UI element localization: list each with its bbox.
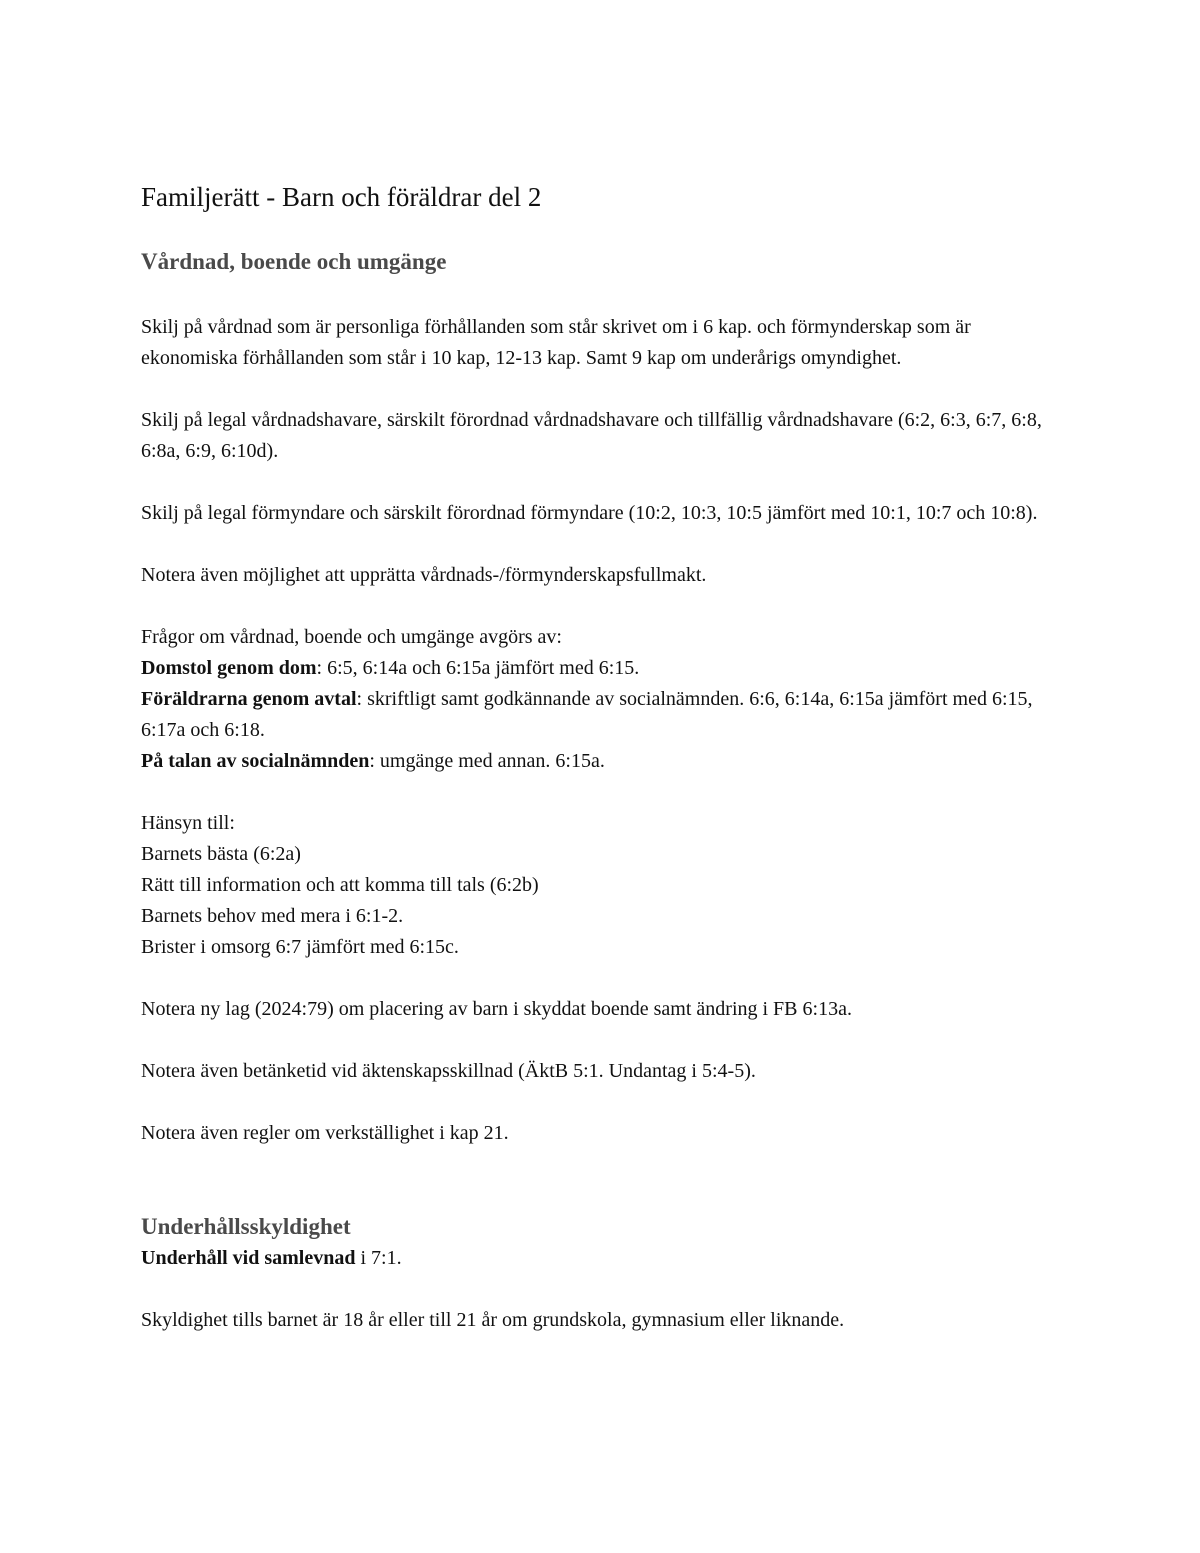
paragraph-custody-guardianship: Skilj på vårdnad som är personliga förhållanden som står skrivet om i 6 kap. och förmynderskap som är ekonomiska förhållanden som står i 10 kap, 12-13 kap. Samt 9 kap om underårigs omyndighet.	[141, 316, 971, 369]
regard-item: Barnets bästa (6:2a)	[141, 843, 301, 865]
decided-item-text: : umgänge med annan. 6:15a.	[369, 750, 605, 772]
support-bold: Underhåll vid samlevnad	[141, 1247, 356, 1269]
decided-item-bold: Föräldrarna genom avtal	[141, 688, 357, 710]
paragraph-new-law: Notera ny lag (2024:79) om placering av barn i skyddat boende samt ändring i FB 6:13a.	[141, 998, 852, 1020]
paragraph-custodians: Skilj på legal vårdnadshavare, särskilt förordnad vårdnadshavare och tillfällig vårdnadshavare (6:2, 6:3, 6:7, 6:8, 6:8a, 6:9, 6:10d).	[141, 409, 1042, 462]
regard-item: Rätt till information och att komma till tals (6:2b)	[141, 874, 539, 896]
support-line	[141, 1243, 1071, 1274]
regard-item: Brister i omsorg 6:7 jämfört med 6:15c.	[141, 936, 459, 958]
paragraph-power-of-attorney: Notera även möjlighet att upprätta vårdnads-/förmynderskapsfullmakt.	[141, 564, 707, 586]
decided-item-bold: Domstol genom dom	[141, 657, 317, 679]
decided-item	[141, 746, 1071, 777]
paragraph-reflection-period: Notera även betänketid vid äktenskapsskillnad (ÄktB 5:1. Undantag i 5:4-5).	[141, 1060, 756, 1082]
section-heading-support: Underhållsskyldighet	[141, 1214, 351, 1239]
paragraph-guardians: Skilj på legal förmyndare och särskilt förordnad förmyndare (10:2, 10:3, 10:5 jämfört med 10:1, 10:7 och 10:8).	[141, 502, 1038, 524]
decided-item-bold: På talan av socialnämnden	[141, 750, 370, 772]
decided-intro: Frågor om vårdnad, boende och umgänge avgörs av:	[141, 626, 562, 648]
document-page	[141, 178, 1071, 1336]
decided-item	[141, 684, 1071, 746]
decided-item-text: : 6:5, 6:14a och 6:15a jämfört med 6:15.	[316, 657, 640, 679]
regard-intro: Hänsyn till:	[141, 812, 235, 834]
regard-item: Barnets behov med mera i 6:1-2.	[141, 905, 404, 927]
paragraph-enforcement: Notera även regler om verkställighet i kap 21.	[141, 1122, 509, 1144]
decided-item	[141, 653, 1071, 684]
support-text: i 7:1.	[355, 1247, 402, 1269]
decided-item-text: : skriftligt samt godkännande av socialnämnden. 6:6, 6:14a, 6:15a jämfört med 6:15, 6:17a och 6:18.	[141, 688, 1033, 741]
document-title: Familjerätt - Barn och föräldrar del 2	[141, 182, 542, 212]
paragraph-support-duration: Skyldighet tills barnet är 18 år eller till 21 år om grundskola, gymnasium eller liknande.	[141, 1309, 845, 1331]
section-heading-custody: Vårdnad, boende och umgänge	[141, 249, 447, 274]
